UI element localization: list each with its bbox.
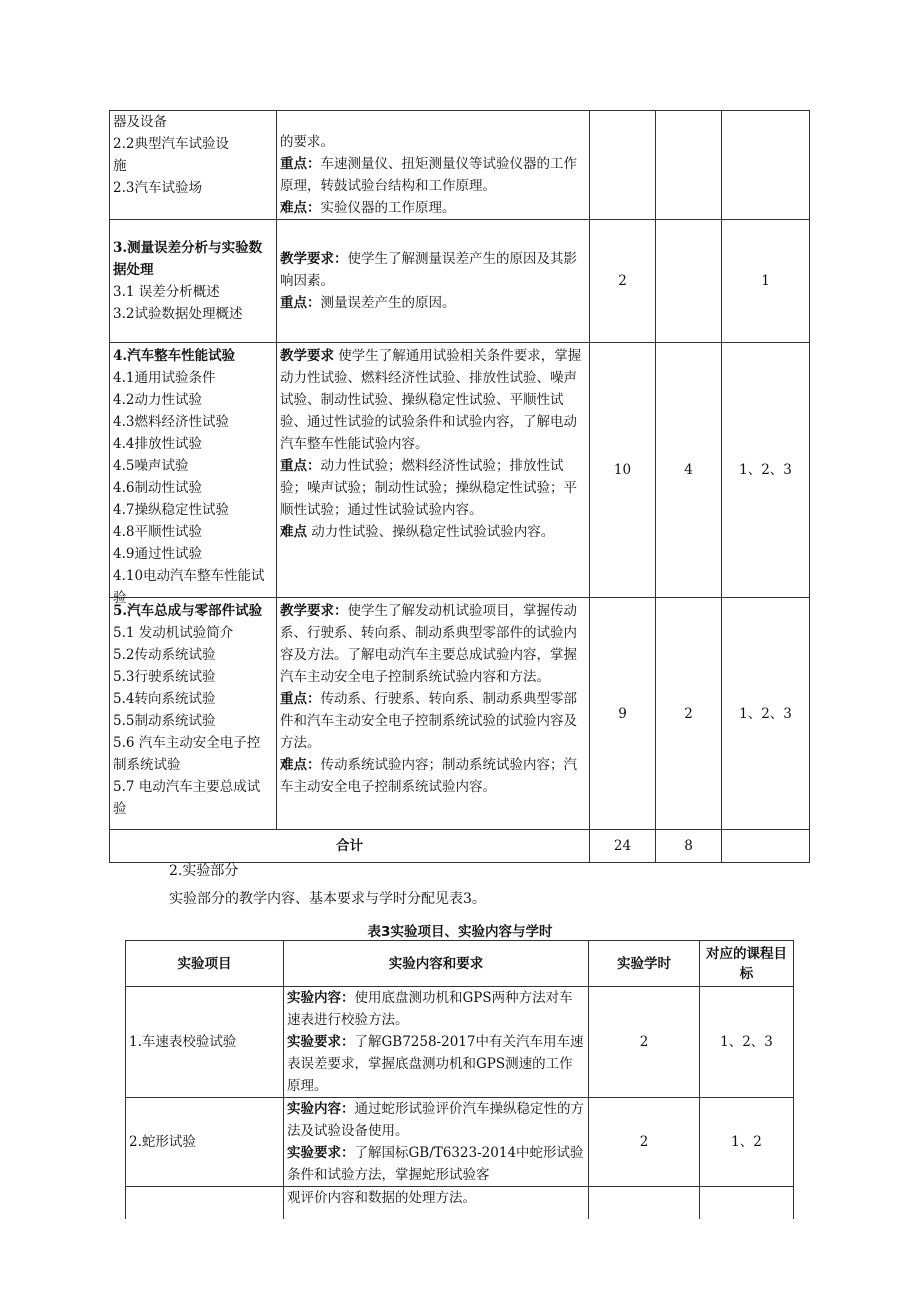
topic-line: 4.5噪声试验 [113,458,189,474]
topic-line: 2.3汽车试验场 [113,180,202,196]
topic-cell [110,220,277,343]
difficulty-text: 动力性试验、操纵稳定性试验试验内容。 [311,524,555,540]
lab-goals-cell: 1、2 [700,1098,794,1187]
header-content: 实验内容和要求 [284,941,589,987]
topic-line: 5.1 发动机试验简介 [113,625,234,641]
total-lab-hours: 8 [656,830,722,863]
lab-item-cell [126,1187,284,1219]
table3-caption: 表3实验项目、实验内容与学时 [367,924,553,940]
key-text: 车速测量仪、扭矩测量仪等试验仪器的工作原理，转鼓试验台结构和工作原理。 [280,156,577,194]
total-row [110,830,810,863]
content-label: 实验内容： [287,1101,355,1117]
lecture-hours-cell: 2 [590,220,656,343]
goals-cell [722,111,810,220]
requirement-text: 了解国标GB/T6323-2014中蛇形试验条件和试验方法，掌握蛇形试验客 [287,1145,584,1183]
key-text: 测量误差产生的原因。 [320,295,456,311]
chapter-title: 3.测量误差分析与实验数据处理 [113,240,263,278]
lab-items-table [125,940,794,1219]
topic-line: 4.7操纵稳定性试验 [113,502,229,518]
section-heading: 2.实验部分 [169,863,239,879]
difficulty-text: 传动系统试验内容；制动系统试验内容；汽车主动安全电子控制系统试验内容。 [280,757,577,795]
topic-line: 5.4转向系统试验 [113,691,216,707]
table-row [126,987,794,1098]
requirement-label: 教学要求： [280,251,348,267]
key-text: 传动系、行驶系、转向系、制动系典型零部件和汽车主动安全电子控制系统试验的试验内容及方法。 [280,691,577,751]
difficulty-label: 难点 [280,524,307,540]
total-goals [722,830,810,863]
table-header-row [126,941,794,987]
goals-cell: 1 [722,220,810,343]
requirement-text: 使学生了解通用试验相关条件要求，掌握动力性试验、燃料经济性试验、排放性试验、噪声试验、制动性试验、操纵稳定性试验、平顺性试验、通过性试验的试验条件和试验内容，了解电动汽车整车性能试验内容。 [280,348,582,452]
lab-item-cell: 1.车速表校验试验 [126,987,284,1098]
topic-cell [110,598,277,830]
table-row [110,598,810,830]
chapter-title: 4.汽车整车性能试验 [113,348,236,364]
table-row [126,1187,794,1219]
total-label: 合计 [110,830,590,863]
lab-goals-cell [700,1187,794,1219]
requirement-cell [277,220,590,343]
topic-line: 5.7 电动汽车主要总成试验 [113,779,261,817]
lecture-hours-cell: 9 [590,598,656,830]
course-content-table [109,110,810,863]
topic-line: 4.10电动汽车整车性能试验 [113,568,265,606]
key-label: 重点： [280,295,321,311]
topic-line: 4.6制动性试验 [113,480,202,496]
requirement-label: 实验要求： [287,1145,355,1161]
lab-goals-cell: 1、2、3 [700,987,794,1098]
requirement-text: 的要求。 [280,134,334,150]
lab-hours-cell: 2 [589,1098,700,1187]
table-row [110,343,810,598]
topic-line: 2.2典型汽车试验设 [113,136,229,152]
topic-line: 4.1通用试验条件 [113,370,216,386]
requirement-cell [277,343,590,598]
topic-line: 4.3燃料经济性试验 [113,414,229,430]
difficulty-label: 难点： [280,200,321,216]
lab-content-continuation: 观评价内容和数据的处理方法。 [284,1187,589,1219]
header-goals: 对应的课程目标 [700,941,794,987]
requirement-text: 了解GB7258-2017中有关汽车用车速表误差要求，掌握底盘测功机和GPS测速的工作原理。 [287,1034,584,1094]
total-lecture-hours: 24 [590,830,656,863]
topic-line: 5.5制动系统试验 [113,713,216,729]
topic-line: 3.2试验数据处理概述 [113,306,243,322]
lab-hours-cell [656,220,722,343]
key-label: 重点： [280,691,321,707]
lab-hours-cell: 2 [589,987,700,1098]
topic-line: 3.1 误差分析概述 [113,284,220,300]
table-row [110,111,810,220]
requirement-text: 使学生了解测量误差产生的原因及其影响因素。 [280,251,577,289]
topic-line: 4.8平顺性试验 [113,524,202,540]
chapter-title: 5.汽车总成与零部件试验 [113,603,263,619]
header-item: 实验项目 [126,941,284,987]
topic-cell [110,111,277,220]
topic-line: 5.3行驶系统试验 [113,669,216,685]
goals-cell: 1、2、3 [722,343,810,598]
topic-line: 4.2动力性试验 [113,392,202,408]
requirement-cell [277,111,590,220]
key-label: 重点： [280,156,321,172]
lab-content-cell [284,987,589,1098]
key-text: 动力性试验；燃料经济性试验；排放性试验；噪声试验；制动性试验；操纵稳定性试验；平顺性试验；通过性试验试验内容。 [280,458,577,518]
topic-line: 4.9通过性试验 [113,546,202,562]
content-text: 通过蛇形试验评价汽车操纵稳定性的方法及试验设备使用。 [287,1101,584,1139]
requirement-label: 教学要求 [280,348,334,364]
section-intro: 实验部分的教学内容、基本要求与学时分配见表3。 [169,891,486,907]
key-label: 重点： [280,458,321,474]
lab-hours-cell [656,111,722,220]
header-hours: 实验学时 [589,941,700,987]
table-row [110,220,810,343]
goals-cell: 1、2、3 [722,598,810,830]
lab-hours-cell [589,1187,700,1219]
lab-hours-cell: 2 [656,598,722,830]
difficulty-label: 难点： [280,757,321,773]
topic-line: 5.6 汽车主动安全电子控制系统试验 [113,735,261,773]
requirement-cell [277,598,590,830]
requirement-text: 使学生了解发动机试验项目，掌握传动系、行驶系、转向系、制动系典型零部件的试验内容及方法。了解电动汽车主要总成试验内容，掌握汽车主动安全电子控制系统试验内容和方法。 [280,603,577,685]
lecture-hours-cell [590,111,656,220]
topic-line: 5.2传动系统试验 [113,647,216,663]
lab-content-cell [284,1098,589,1187]
content-label: 实验内容： [287,990,355,1006]
topic-line: 施 [113,158,127,174]
topic-cell [110,343,277,606]
table-row [126,1098,794,1187]
topic-line: 器及设备 [113,114,167,130]
lab-item-cell: 2.蛇形试验 [126,1098,284,1187]
requirement-label: 教学要求： [280,603,348,619]
content-text: 使用底盘测功机和GPS两种方法对车速表进行校验方法。 [287,990,573,1028]
requirement-label: 实验要求： [287,1034,355,1050]
lab-hours-cell: 4 [656,343,722,598]
difficulty-text: 实验仪器的工作原理。 [320,200,456,216]
topic-line: 4.4排放性试验 [113,436,202,452]
lecture-hours-cell: 10 [590,343,656,598]
